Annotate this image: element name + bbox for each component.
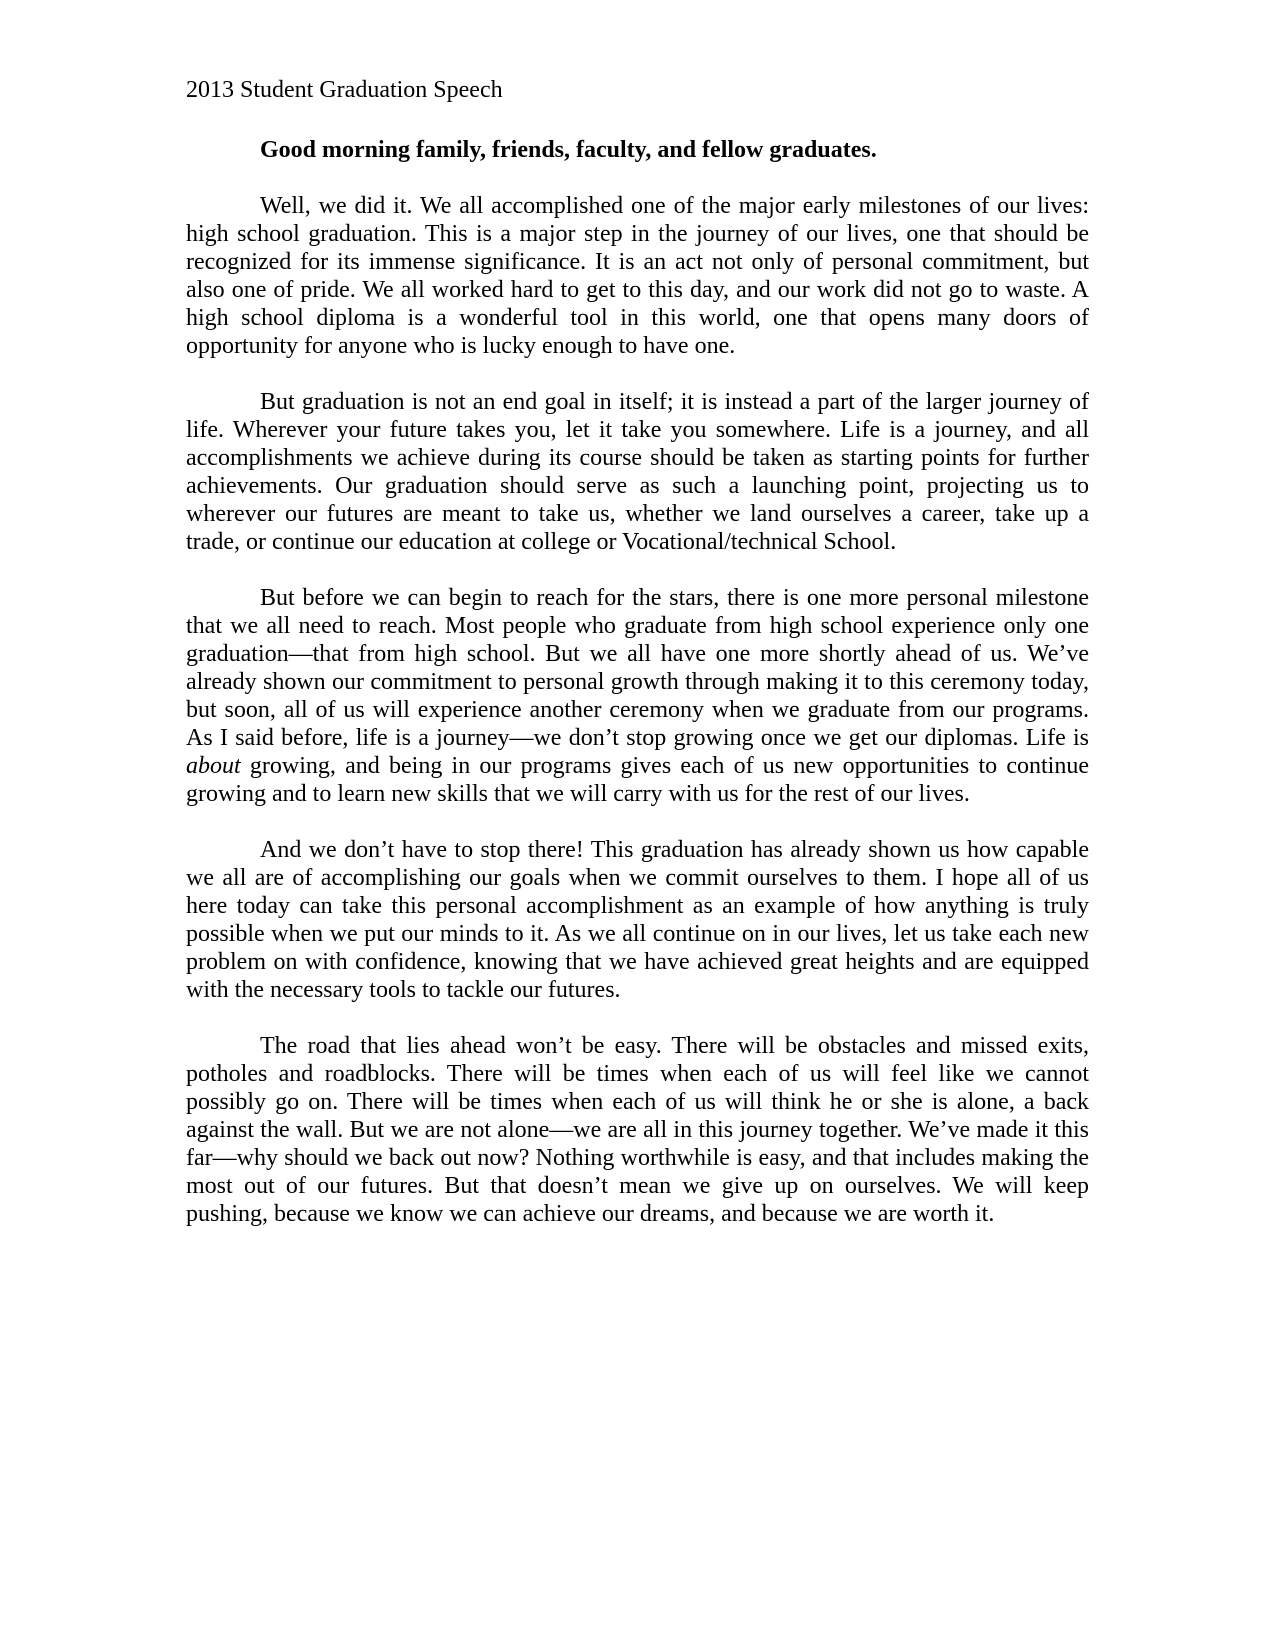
speech-salutation: Good morning family, friends, faculty, and fellow graduates. xyxy=(260,137,877,163)
speech-paragraph-3 xyxy=(186,584,1089,808)
speech-paragraph-1: Well, we did it. We all accomplished one of the major early milestones of our lives: high school graduation. This is a major step in the journey of our lives, one that should be recognized for its immense significance. It is an act not only of personal commitment, but also one of pride. We all worked hard to get to this day, and our work did not go to waste. A high school diploma is a wonderful tool in this world, one that opens many doors of opportunity for anyone who is lucky enough to have one. xyxy=(186,193,1089,359)
speech-paragraph-2: But graduation is not an end goal in itself; it is instead a part of the larger journey of life. Wherever your future takes you, let it take you somewhere. Life is a journey, and all accomplishments we achieve during its course should be taken as starting points for further achievements. Our graduation should serve as such a launching point, projecting us to wherever our futures are meant to take us, whether we land ourselves a career, take up a trade, or continue our education at college or Vocational/technical School. xyxy=(186,389,1089,555)
speech-paragraph-5: The road that lies ahead won’t be easy. There will be obstacles and missed exits, potholes and roadblocks. There will be times when each of us will feel like we cannot possibly go on. There will be times when each of us will think he or she is alone, a back against the wall. But we are not alone—we are all in this journey together. We’ve made it this far—why should we back out now? Nothing worthwhile is easy, and that includes making the most out of our futures. But that doesn’t mean we give up on ourselves. We will keep pushing, because we know we can achieve our dreams, and because we are worth it. xyxy=(186,1033,1089,1227)
document-title: 2013 Student Graduation Speech xyxy=(186,77,503,103)
speech-paragraph-3-segment-start: But before we can begin to reach for the stars, there is one more personal milestone that we all need to reach. Most people who graduate from high school experience only one graduation—that from high school. But we all have one more shortly ahead of us. We’ve already shown our commitment to personal growth through making it to this ceremony today, but soon, all of us will experience another ceremony when we graduate from our programs. As I said before, life is a journey—we don’t stop growing once we get our diplomas. Life is xyxy=(186,585,1089,751)
speech-paragraph-4: And we don’t have to stop there! This graduation has already shown us how capable we all are of accomplishing our goals when we commit ourselves to them. I hope all of us here today can take this personal accomplishment as an example of how anything is truly possible when we put our minds to it. As we all continue on in our lives, let us take each new problem on with confidence, knowing that we have achieved great heights and are equipped with the necessary tools to tackle our futures. xyxy=(186,837,1089,1003)
speech-paragraph-3-segment-end: growing, and being in our programs gives each of us new opportunities to continue growing and to learn new skills that we will carry with us for the rest of our lives. xyxy=(186,753,1089,807)
speech-paragraph-3-italic-word: about xyxy=(186,753,241,779)
